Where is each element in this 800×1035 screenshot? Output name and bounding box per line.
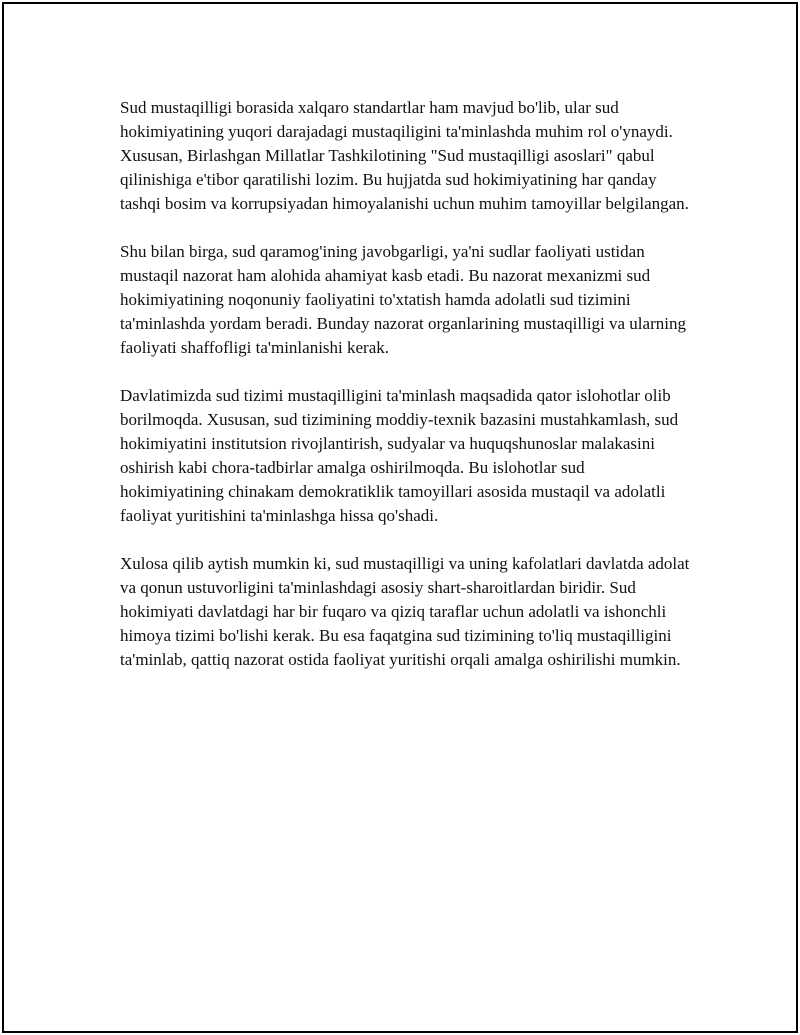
document-page — [2, 2, 798, 1033]
paragraph: Sud mustaqilligi borasida xalqaro standartlar ham mavjud bo'lib, ular sud hokimiyatining yuqori darajadagi mustaqiligini ta'minlashda muhim rol o'ynaydi. Xususan, Birlashgan Millatlar Tashkilotining "Sud mustaqilligi asoslari" qabul qilinishiga e'tibor qaratilishi lozim. Bu hujjatda sud hokimiyatining har qanday tashqi bosim va korrupsiyadan himoyalanishi uchun muhim tamoyillar belgilangan. — [120, 98, 689, 213]
paragraph: Shu bilan birga, sud qaramog'ining javobgarligi, ya'ni sudlar faoliyati ustidan mustaqil nazorat ham alohida ahamiyat kasb etadi. Bu nazorat mexanizmi sud hokimiyatining noqonuniy faoliyatini to'xtatish hamda adolatli sud tizimini ta'minlashda yordam beradi. Bunday nazorat organlarining mustaqilligi va ularning faoliyati shaffofligi ta'minlanishi kerak. — [120, 242, 686, 357]
paragraph: Xulosa qilib aytish mumkin ki, sud mustaqilligi va uning kafolatlari davlatda adolat va qonun ustuvorligini ta'minlashdagi asosiy shart-sharoitlardan biridir. Sud hokimiyati davlatdagi har bir fuqaro va qiziq taraflar uchun adolatli va ishonchli himoya tizimi bo'lishi kerak. Bu esa faqatgina sud tizimining to'liq mustaqilligini ta'minlab, qattiq nazorat ostida faoliyat yuritishi orqali amalga oshirilishi mumkin. — [120, 554, 690, 669]
document-body — [120, 96, 690, 696]
paragraph: Davlatimizda sud tizimi mustaqilligini ta'minlash maqsadida qator islohotlar olib borilmoqda. Xususan, sud tizimining moddiy-texnik bazasini mustahkamlash, sud hokimiyatini institutsion rivojlantirish, sudyalar va huquqshunoslar malakasini oshirish kabi chora-tadbirlar amalga oshirilmoqda. Bu islohotlar sud hokimiyatining chinakam demokratiklik tamoyillari asosida mustaqil va adolatli faoliyat yuritishini ta'minlashga hissa qo'shadi. — [120, 386, 679, 525]
